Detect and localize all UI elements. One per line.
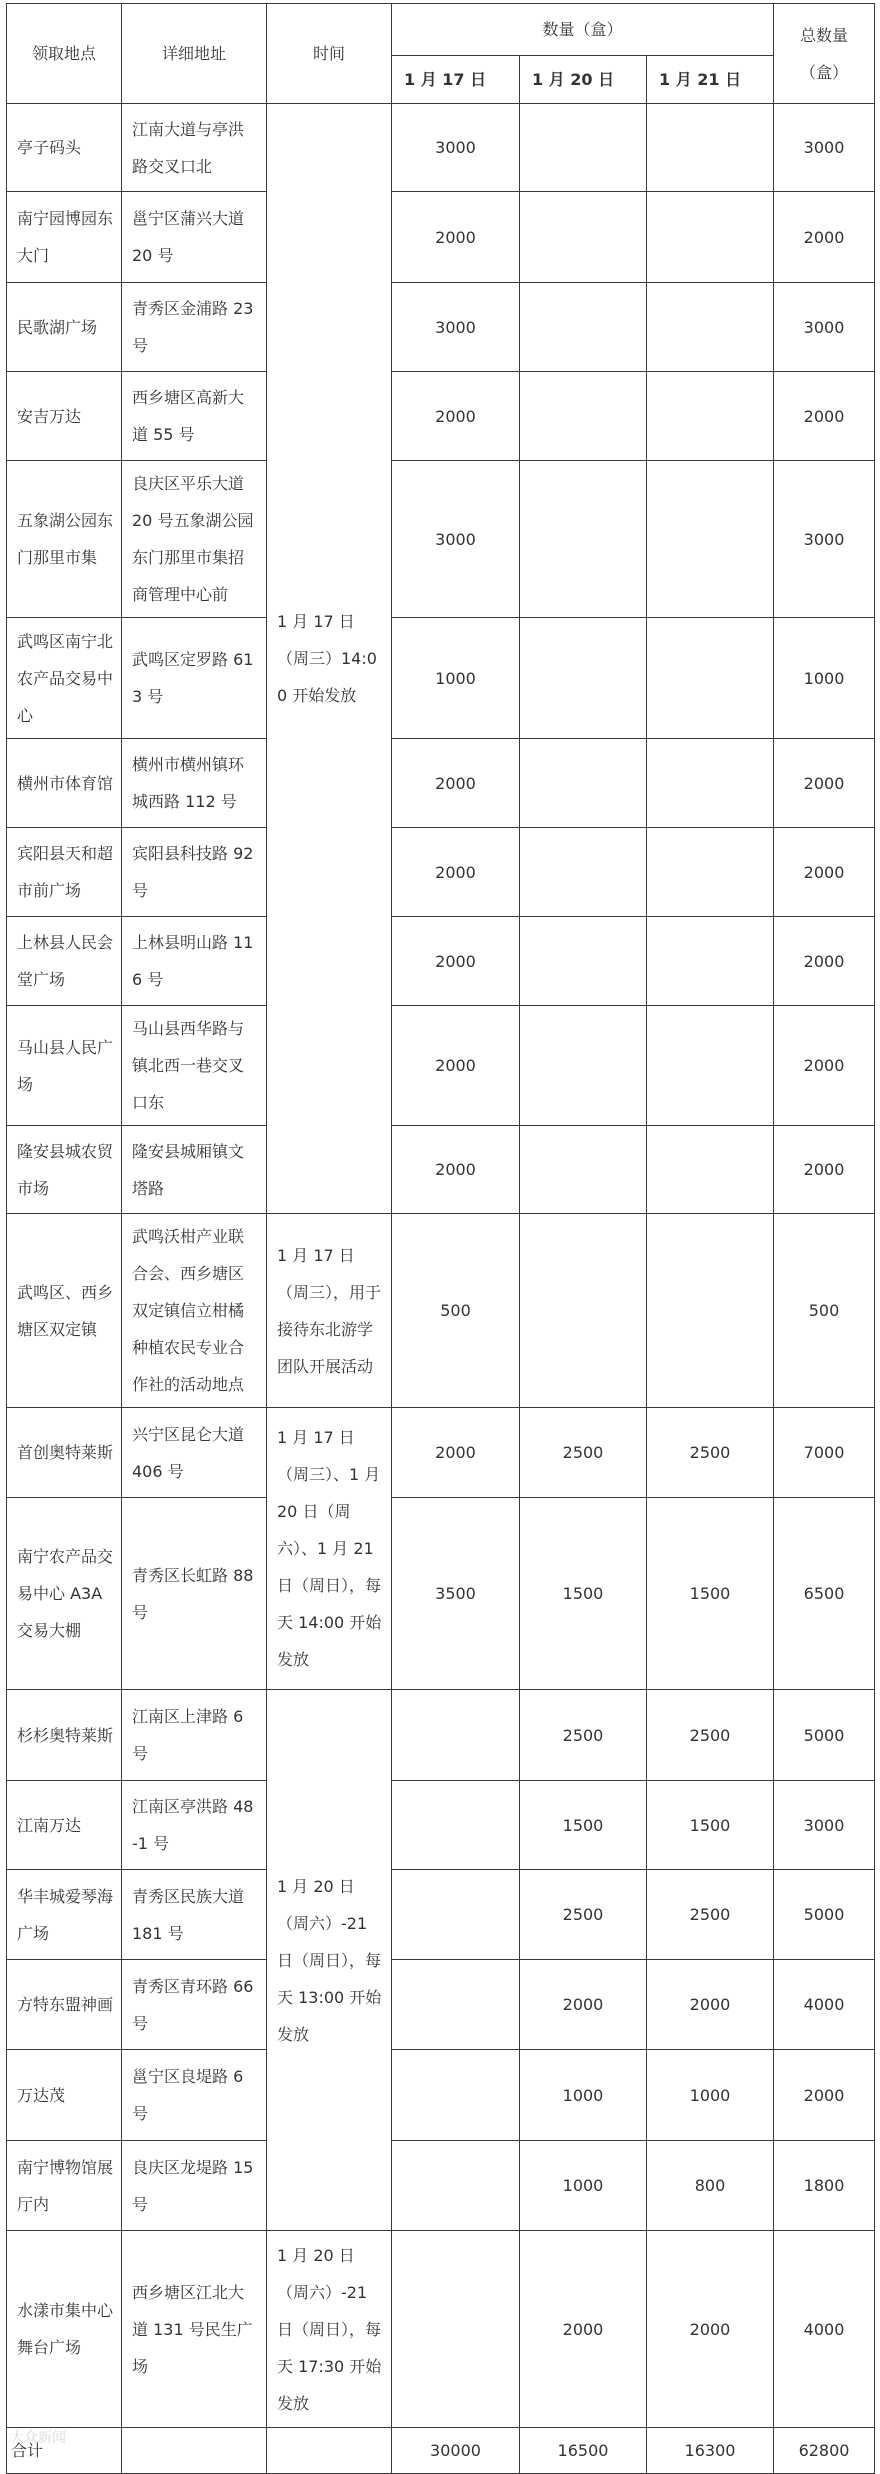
address-cell: 武鸣区定罗路 613 号	[122, 618, 267, 739]
location-cell: 隆安县城农贸市场	[7, 1126, 122, 1214]
location-cell: 华丰城爱琴海广场	[7, 1870, 122, 1960]
qty-jan20-cell	[520, 283, 647, 372]
total-cell: 2000	[774, 1126, 875, 1214]
location-cell: 首创奥特莱斯	[7, 1408, 122, 1498]
qty-jan20-cell	[520, 1006, 647, 1126]
qty-jan17-cell	[392, 1960, 520, 2050]
qty-jan21-cell: 1000	[647, 2050, 774, 2141]
address-cell: 马山县西华路与镇北西一巷交叉口东	[122, 1006, 267, 1126]
qty-jan20-cell: 2000	[520, 2231, 647, 2428]
qty-jan20-cell: 1000	[520, 2141, 647, 2231]
table-row	[7, 104, 875, 192]
qty-jan21-cell	[647, 739, 774, 828]
qty-jan17-cell	[392, 2231, 520, 2428]
qty-jan17-cell: 2000	[392, 372, 520, 461]
address-cell: 西乡塘区江北大道 131 号民生广场	[122, 2231, 267, 2428]
table-row	[7, 2050, 875, 2141]
total-cell: 3000	[774, 461, 875, 618]
qty-jan17-cell	[392, 1781, 520, 1870]
qty-jan21-cell	[647, 283, 774, 372]
total-cell: 5000	[774, 1870, 875, 1960]
qty-jan20-cell: 2500	[520, 1690, 647, 1781]
distribution-table	[6, 3, 875, 2474]
location-cell: 武鸣区、西乡塘区双定镇	[7, 1214, 122, 1408]
table-row	[7, 1126, 875, 1214]
address-cell: 西乡塘区高新大道 55 号	[122, 372, 267, 461]
total-cell: 7000	[774, 1408, 875, 1498]
qty-jan17-cell: 2000	[392, 1408, 520, 1498]
qty-jan17-cell: 500	[392, 1214, 520, 1408]
location-cell: 水漾市集中心舞台广场	[7, 2231, 122, 2428]
qty-jan17-cell: 2000	[392, 739, 520, 828]
address-cell: 青秀区青环路 66 号	[122, 1960, 267, 2050]
table-row	[7, 739, 875, 828]
address-cell: 青秀区民族大道 181 号	[122, 1870, 267, 1960]
qty-jan17-cell: 2000	[392, 917, 520, 1006]
summary-jan21: 16300	[647, 2428, 774, 2474]
location-cell: 横州市体育馆	[7, 739, 122, 828]
header-address: 详细地址	[122, 4, 267, 104]
total-cell: 500	[774, 1214, 875, 1408]
total-cell: 4000	[774, 1960, 875, 2050]
qty-jan20-cell: 2000	[520, 1960, 647, 2050]
address-cell: 良庆区平乐大道 20 号五象湖公园东门那里市集招商管理中心前	[122, 461, 267, 618]
qty-jan21-cell: 2000	[647, 2231, 774, 2428]
header-date-jan20: 1 月 20 日	[520, 56, 647, 104]
address-cell: 良庆区龙堤路 15 号	[122, 2141, 267, 2231]
total-cell: 4000	[774, 2231, 875, 2428]
address-cell: 江南大道与亭洪路交叉口北	[122, 104, 267, 192]
qty-jan20-cell	[520, 372, 647, 461]
location-cell: 杉杉奥特莱斯	[7, 1690, 122, 1781]
qty-jan20-cell	[520, 1214, 647, 1408]
total-cell: 2000	[774, 828, 875, 917]
qty-jan20-cell	[520, 461, 647, 618]
total-cell: 3000	[774, 1781, 875, 1870]
total-cell: 6500	[774, 1498, 875, 1690]
qty-jan20-cell: 1500	[520, 1498, 647, 1690]
total-cell: 2000	[774, 917, 875, 1006]
summary-label: 合计	[7, 2428, 122, 2474]
qty-jan17-cell: 3000	[392, 461, 520, 618]
header-quantity: 数量（盒）	[392, 4, 774, 56]
qty-jan21-cell	[647, 917, 774, 1006]
location-cell: 南宁博物馆展厅内	[7, 2141, 122, 2231]
address-cell: 宾阳县科技路 92 号	[122, 828, 267, 917]
address-cell: 江南区亭洪路 48-1 号	[122, 1781, 267, 1870]
qty-jan17-cell: 2000	[392, 1006, 520, 1126]
time-cell: 1 月 17 日（周三）14:00 开始发放	[267, 104, 392, 1214]
qty-jan20-cell	[520, 739, 647, 828]
location-cell: 宾阳县天和超市前广场	[7, 828, 122, 917]
qty-jan20-cell	[520, 917, 647, 1006]
qty-jan20-cell: 1500	[520, 1781, 647, 1870]
table-row	[7, 192, 875, 283]
qty-jan20-cell	[520, 1126, 647, 1214]
address-cell: 兴宁区昆仑大道 406 号	[122, 1408, 267, 1498]
summary-jan20: 16500	[520, 2428, 647, 2474]
address-cell: 青秀区金浦路 23 号	[122, 283, 267, 372]
qty-jan21-cell	[647, 192, 774, 283]
time-cell: 1 月 17 日（周三）、1 月 20 日（周六）、1 月 21 日（周日），每天 14:00 开始发放	[267, 1408, 392, 1690]
qty-jan21-cell	[647, 1006, 774, 1126]
time-cell: 1 月 20 日（周六）-21 日（周日），每天 17:30 开始发放	[267, 2231, 392, 2428]
location-cell: 亭子码头	[7, 104, 122, 192]
location-cell: 万达茂	[7, 2050, 122, 2141]
address-cell: 上林县明山路 116 号	[122, 917, 267, 1006]
qty-jan20-cell	[520, 828, 647, 917]
location-cell: 方特东盟神画	[7, 1960, 122, 2050]
qty-jan17-cell	[392, 2141, 520, 2231]
location-cell: 五象湖公园东门那里市集	[7, 461, 122, 618]
table-row	[7, 283, 875, 372]
header-date-jan17: 1 月 17 日	[392, 56, 520, 104]
qty-jan20-cell	[520, 618, 647, 739]
table-row	[7, 828, 875, 917]
table-row	[7, 1214, 875, 1408]
qty-jan21-cell: 1500	[647, 1498, 774, 1690]
address-cell: 青秀区长虹路 88 号	[122, 1498, 267, 1690]
address-cell: 武鸣沃柑产业联合会、西乡塘区双定镇信立柑橘种植农民专业合作社的活动地点	[122, 1214, 267, 1408]
time-cell: 1 月 17 日（周三），用于接待东北游学团队开展活动	[267, 1214, 392, 1408]
location-cell: 安吉万达	[7, 372, 122, 461]
total-cell: 3000	[774, 283, 875, 372]
qty-jan20-cell: 2500	[520, 1870, 647, 1960]
qty-jan21-cell: 800	[647, 2141, 774, 2231]
location-cell: 上林县人民会堂广场	[7, 917, 122, 1006]
qty-jan17-cell: 1000	[392, 618, 520, 739]
total-cell: 2000	[774, 739, 875, 828]
location-cell: 马山县人民广场	[7, 1006, 122, 1126]
qty-jan21-cell	[647, 828, 774, 917]
qty-jan17-cell: 2000	[392, 192, 520, 283]
summary-total: 62800	[774, 2428, 875, 2474]
table-row	[7, 1690, 875, 1781]
table-row	[7, 618, 875, 739]
header-date-jan21: 1 月 21 日	[647, 56, 774, 104]
qty-jan20-cell	[520, 192, 647, 283]
total-cell: 2000	[774, 1006, 875, 1126]
time-cell: 1 月 20 日（周六）-21 日（周日），每天 13:00 开始发放	[267, 1690, 392, 2231]
summary-row	[7, 2428, 875, 2474]
qty-jan21-cell	[647, 104, 774, 192]
qty-jan21-cell	[647, 461, 774, 618]
qty-jan21-cell	[647, 1126, 774, 1214]
address-cell: 江南区上津路 6 号	[122, 1690, 267, 1781]
location-cell: 武鸣区南宁北农产品交易中心	[7, 618, 122, 739]
address-cell: 横州市横州镇环城西路 112 号	[122, 739, 267, 828]
address-cell: 邕宁区良堤路 6 号	[122, 2050, 267, 2141]
qty-jan20-cell: 2500	[520, 1408, 647, 1498]
table-row	[7, 1408, 875, 1498]
qty-jan20-cell: 1000	[520, 2050, 647, 2141]
total-cell: 3000	[774, 104, 875, 192]
qty-jan17-cell: 2000	[392, 828, 520, 917]
qty-jan21-cell	[647, 618, 774, 739]
total-cell: 5000	[774, 1690, 875, 1781]
table-row	[7, 2231, 875, 2428]
table-row	[7, 1498, 875, 1690]
total-cell: 1000	[774, 618, 875, 739]
location-cell: 南宁农产品交易中心 A3A 交易大棚	[7, 1498, 122, 1690]
header-time: 时间	[267, 4, 392, 104]
qty-jan21-cell	[647, 372, 774, 461]
table-row	[7, 1781, 875, 1870]
qty-jan21-cell: 1500	[647, 1781, 774, 1870]
qty-jan17-cell	[392, 1870, 520, 1960]
summary-empty-time	[267, 2428, 392, 2474]
table-row	[7, 1006, 875, 1126]
header-total: 总数量（盒）	[774, 4, 875, 104]
qty-jan21-cell: 2500	[647, 1690, 774, 1781]
table-row	[7, 1870, 875, 1960]
qty-jan17-cell: 3500	[392, 1498, 520, 1690]
qty-jan20-cell	[520, 104, 647, 192]
table-row	[7, 2141, 875, 2231]
location-cell: 南宁园博园东大门	[7, 192, 122, 283]
total-cell: 2000	[774, 192, 875, 283]
qty-jan21-cell: 2000	[647, 1960, 774, 2050]
address-cell: 隆安县城厢镇文塔路	[122, 1126, 267, 1214]
watermark-logo: 大众新闻	[10, 2430, 66, 2446]
header-location: 领取地点	[7, 4, 122, 104]
qty-jan21-cell	[647, 1214, 774, 1408]
table-row	[7, 372, 875, 461]
summary-empty-address	[122, 2428, 267, 2474]
qty-jan17-cell: 2000	[392, 1126, 520, 1214]
address-cell: 邕宁区蒲兴大道 20 号	[122, 192, 267, 283]
qty-jan21-cell: 2500	[647, 1408, 774, 1498]
total-cell: 2000	[774, 372, 875, 461]
location-cell: 民歌湖广场	[7, 283, 122, 372]
table-row	[7, 1960, 875, 2050]
qty-jan17-cell	[392, 2050, 520, 2141]
table-row	[7, 917, 875, 1006]
location-cell: 江南万达	[7, 1781, 122, 1870]
total-cell: 2000	[774, 2050, 875, 2141]
qty-jan17-cell: 3000	[392, 283, 520, 372]
table-row	[7, 461, 875, 618]
summary-jan17: 30000	[392, 2428, 520, 2474]
qty-jan21-cell: 2500	[647, 1870, 774, 1960]
total-cell: 1800	[774, 2141, 875, 2231]
qty-jan17-cell: 3000	[392, 104, 520, 192]
qty-jan17-cell	[392, 1690, 520, 1781]
